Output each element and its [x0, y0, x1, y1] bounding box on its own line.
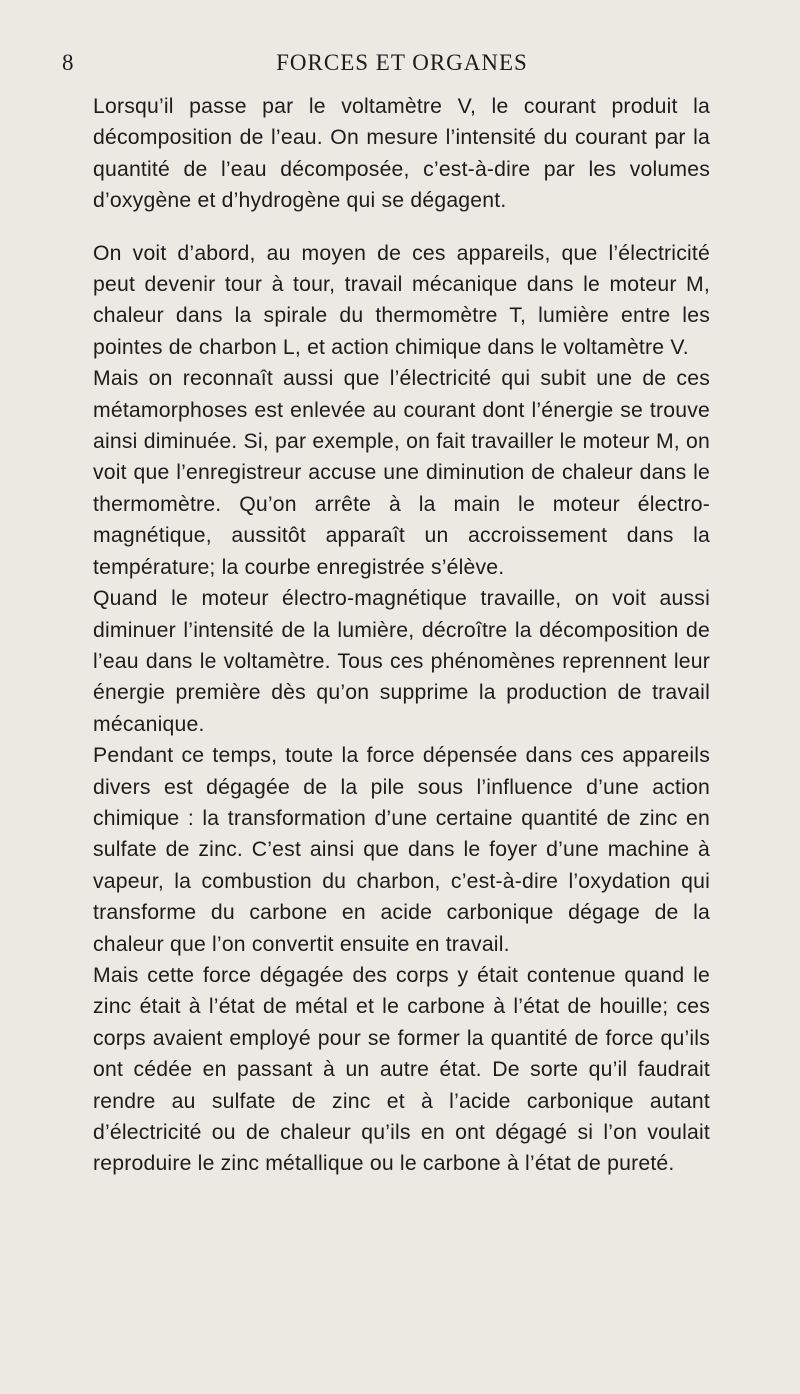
- paragraph: Mais cette force dégagée des corps y était contenue quand le zinc était à l’état de métal et le carbone à l’état de houille; ces corps avaient employé pour se former la quantité de force qu’ils ont cédée en passant à un autre état. De sorte qu’il faudrait rendre au sulfate de zinc et à l’acide carbonique autant d’électricité ou de chaleur qu’ils en ont dégagé si l’on voulait reproduire le zinc métallique ou le carbone à l’état de pureté.: [93, 963, 710, 1176]
- running-title: FORCES ET ORGANES: [276, 50, 528, 75]
- paragraph: Pendant ce temps, toute la force dépensée dans ces appareils divers est dégagée de la pile sous l’influence d’une action chimique : la transformation d’une certaine quantité de zinc en sulfate de zinc. C’est ainsi que dans le foyer d’une machine à vapeur, la combustion du charbon, c’est-à-dire l’oxydation qui transforme du carbone en acide carbonique dégage de la chaleur que l’on convertit ensuite en travail.: [93, 744, 710, 956]
- running-head: [62, 50, 742, 84]
- paragraph: Lorsqu’il passe par le voltamètre V, le courant produit la décomposition de l’eau. On mesure l’intensité du courant par la quantité de l’eau décomposée, c’est-à-dire par les volumes d’oxygène et d’hydrogène qui se dégagent.: [93, 95, 710, 213]
- paragraph: Quand le moteur électro-magnétique travaille, on voit aussi diminuer l’intensité de la lumière, décroître la décomposition de l’eau dans le voltamètre. Tous ces phénomènes reprennent leur énergie première dès qu’on supprime la production de travail mécanique.: [93, 587, 710, 736]
- paragraph: On voit d’abord, au moyen de ces appareils, que l’électricité peut devenir tour à tour, travail mécanique dans le moteur M, chaleur dans la spirale du thermomètre T, lumière entre les pointes de charbon L, et action chimique dans le voltamètre V.: [93, 241, 710, 359]
- body-text: [93, 91, 710, 1180]
- page-number: 8: [62, 50, 74, 75]
- paragraph: Mais on reconnaît aussi que l’électricité qui subit une de ces métamorphoses est enlevée au courant dont l’énergie se trouve ainsi diminuée. Si, par exemple, on fait travailler le moteur M, on voit que l’enregistreur accuse une diminution de chaleur dans le thermomètre. Qu’on arrête à la main le moteur électro-magnétique, aussitôt apparaît un accroissement dans la température; la courbe enregistrée s’élève.: [93, 367, 710, 579]
